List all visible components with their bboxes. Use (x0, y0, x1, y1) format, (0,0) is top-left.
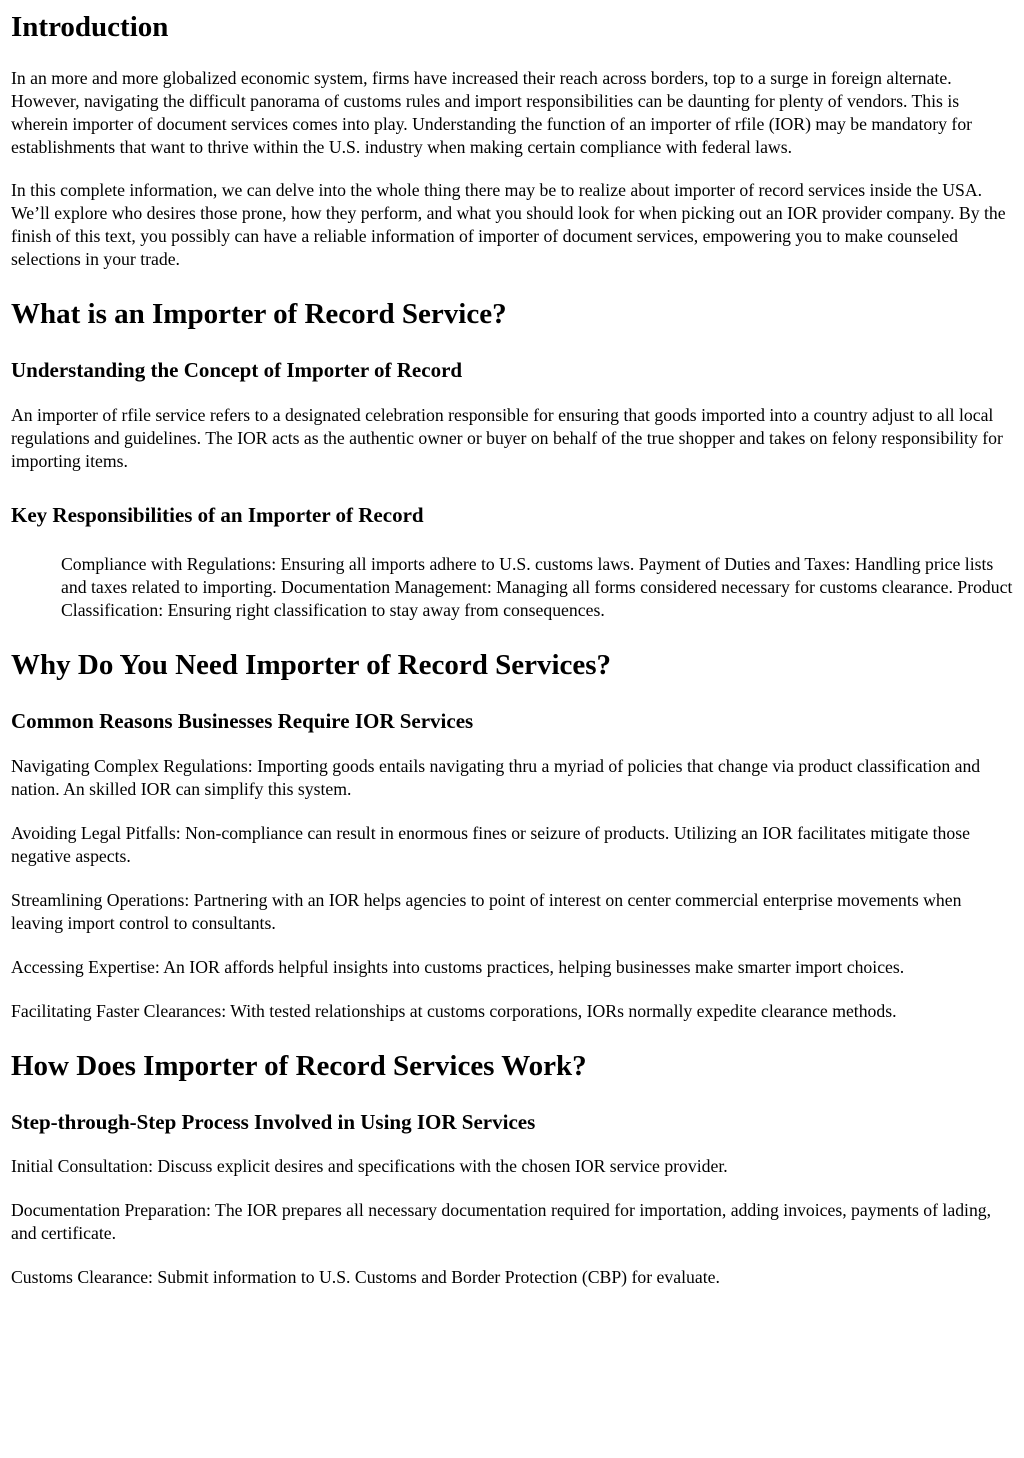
paragraph-reason-expertise: Accessing Expertise: An IOR affords helpful insights into customs practices, helping businesses make smarter import choices. (11, 957, 905, 977)
subheading-common-reasons: Common Reasons Businesses Require IOR Services (11, 709, 474, 733)
subheading-key-responsibilities: Key Responsibilities of an Importer of Record (11, 503, 424, 527)
blockquote-responsibilities: Compliance with Regulations: Ensuring all imports adhere to U.S. customs laws. Payment of Duties and Taxes: Handling price lists and taxes related to importing. Documentation Management: Managing all forms considered necessary for customs clearance. Product Classification: Ensuring right classification to stay away from consequences. (61, 554, 1013, 620)
paragraph-intro-1: In an more and more globalized economic system, firms have increased their reach across borders, top to a surge in foreign alternate. However, navigating the difficult panorama of customs rules and import responsibilities can be daunting for plenty of vendors. This is wherein importer of document services comes into play. Understanding the function of an importer of rfile (IOR) may be mandatory for establishments that want to thrive within the U.S. industry when making certain compliance with federal laws. (11, 68, 973, 157)
heading-how-ior-works: How Does Importer of Record Services Work? (11, 1050, 587, 1082)
paragraph-reason-operations: Streamlining Operations: Partnering with an IOR helps agencies to point of interest on center commercial enterprise movements when leaving import control to consultants. (11, 890, 962, 933)
paragraph-reason-clearances: Facilitating Faster Clearances: With tested relationships at customs corporations, IORs normally expedite clearance methods. (11, 1001, 897, 1021)
paragraph-intro-2: In this complete information, we can delve into the whole thing there may be to realize about importer of record services inside the USA. We’ll explore who desires those prone, how they perform, and what you should look for when picking out an IOR provider company. By the finish of this text, you possibly can have a reliable information of importer of document services, empowering you to make counseled selections in your trade. (11, 180, 1006, 269)
paragraph-reason-regulations: Navigating Complex Regulations: Importing goods entails navigating thru a myriad of policies that change via product classification and nation. An skilled IOR can simplify this system. (11, 756, 981, 799)
article (0, 10, 1024, 1289)
paragraph-step-consultation: Initial Consultation: Discuss explicit desires and specifications with the chosen IOR service provider. (11, 1156, 728, 1176)
paragraph-concept: An importer of rfile service refers to a designated celebration responsible for ensuring that goods imported into a country adjust to all local regulations and guidelines. The IOR acts as the authentic owner or buyer on behalf of the true shopper and takes on felony responsibility for importing items. (11, 405, 1003, 471)
subheading-understanding-concept: Understanding the Concept of Importer of Record (11, 358, 463, 382)
subheading-step-process: Step-through-Step Process Involved in Using IOR Services (11, 1110, 536, 1134)
heading-what-is-ior: What is an Importer of Record Service? (11, 298, 507, 330)
paragraph-step-documentation: Documentation Preparation: The IOR prepares all necessary documentation required for importation, adding invoices, payments of lading, and certificate. (11, 1200, 992, 1243)
heading-introduction: Introduction (11, 11, 169, 43)
paragraph-step-clearance: Customs Clearance: Submit information to U.S. Customs and Border Protection (CBP) for evaluate. (11, 1267, 720, 1287)
paragraph-reason-legal: Avoiding Legal Pitfalls: Non-compliance can result in enormous fines or seizure of products. Utilizing an IOR facilitates mitigate those negative aspects. (11, 823, 970, 866)
heading-why-need-ior: Why Do You Need Importer of Record Services? (11, 649, 612, 681)
